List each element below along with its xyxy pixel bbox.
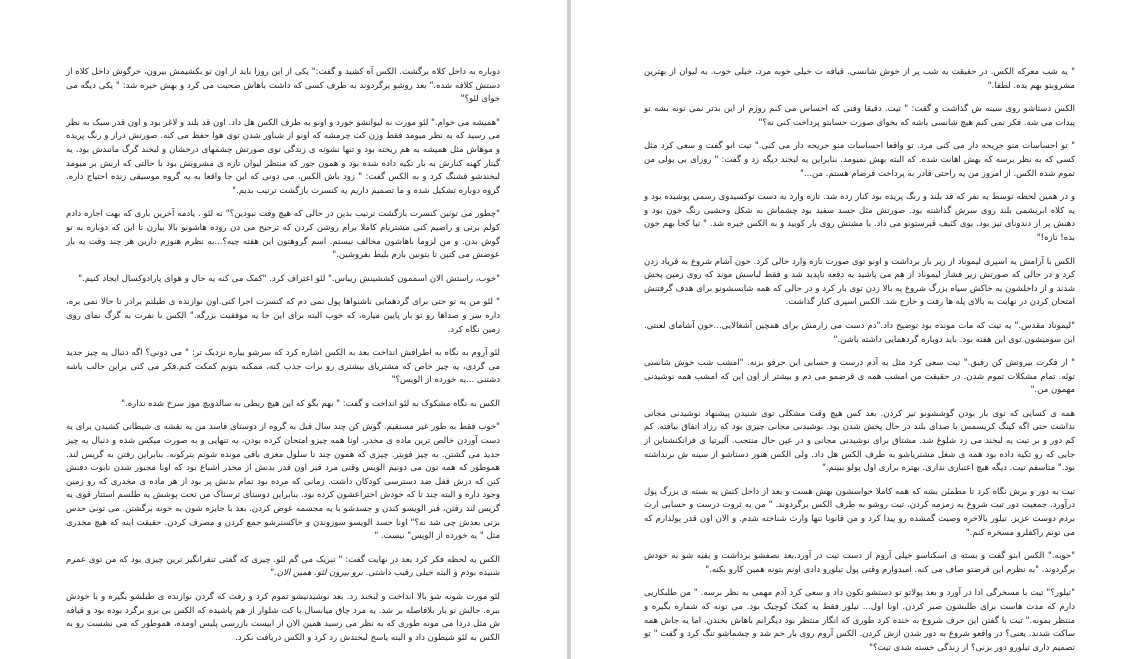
paragraph: "همیشه می خوام." لئو مورت نه لیوانشو خورد و اونو به طرف الکس هل داد. اون قد بلند و لاغر بود و اون قدر سبک به نظر می رسید که به نظر میومد فقط وزن کت چرمشه که اونو از شناور شدن توی هوا حفظ می کنه. صورتش دراز و رنگ پریده و موهاش مثل همیشه به هم ریخته بود و تنها نشونه ی زندگی توی صورتش چشمهای درخشان و لبخند گرگ مانندش بود. یه گیتار کهنه کنارش به بار تکیه داده شده بود و همون جور که منتظر لیوان تازه ی مشروبش بود با حالتی که ارنش بر میومد لبخندشو قشنگ کرد و به الکس گفت: " زود باش الکس، می دونی که این جا واقعا به یه گروه موسیقی زنده احتیاج داره. گروه دوباره تشکیل شده و ما تصمیم داریم یه کنسرت بازگشت ترتیب بدیم." [66,117,500,196]
left-page [0,0,567,659]
paragraph: " از فکرت بیرونش کن رفیق." تیت سعی کرد مثل به آدم درست و حسابی این حرفو بزنه. "امشب شب خوش شانسی توئه. تمام مشکلات تموم شدن. در حقیقت من امشب همه ی قرضمو می دم و بیشتر از اون این که امشب همه نوشیدنی مهمون من." [644,358,1075,396]
paragraph: " لئو من یه تو حتی برای گردهمایی ناشنواها پول نمی دم که کنسرت اجرا کنی.اون نوازنده ی طبلتم برادر تا حالا نمی بره، داره سر و صداها رو تو بار پایین میاره، که خوب البته برای این جا یه موفقیت بزرگه." الکس با نفرت به گرگ نمای روی زمین نگاه کرد. [66,297,500,335]
paragraph: لئو آروم به نگاه به اطرافش انداخت بعد به الکس اشاره کرد که سرشو بیاره نزدیک تر: " می دونی؟ اگه دنبال یه چیز جدید می گردی، یه چیز خاص که مشتریای بیشتری رو برات جذب کنه، ممکنه بتونم کمکت کنم.فکر می کنی براین جالب باشه دشتنی ...یه خورده از الویس؟" [66,348,500,386]
paragraph: الکس به نگاه مشکوک به لئو انداخت و گفت: " بهم بگو که این هیچ ربطی به سالدویچ موز سرخ شده نداره." [121,398,500,409]
paragraph: "لیموناد مقدس." یه تیت که مات مونده بود توضیح داد."دم دست می زارمش برای همچین آشغالایی...خون آشامای لعنتی. این سومیشون توی این هفته بود. باید دوباره گردهمایی داشته باشن." [644,320,1075,345]
paragraph: همه ی کسایی که توی بار بودن گوششونو تیز کردن. بعد کس هیچ وقت مشکلی توی شنیدن پیشنهاد نوشیدنی مجانی نداشت حتی اگه کینگ کریسمس با صدای بلند در حال پخش شدن بود. نوشیدنی مجانی چیزی بود که رزاد اتفاق بیافته. کم کم دور و بر تیت یه لبخند می زد شلوغ شد. مشتاق برای نوشیدنی مجانی و در عین حال منتجب. آلبرتیا ی فرانکنشتاین از جایی که رو تکیه داده بود همه ی شغل مشتریاشو به طرف الکس هل داد. ولی الکس هنوز دستاشو از سینه ش برنداشته بود." متاسفم تیت. دیگه هیچ اعتباری نداری. بهتره براری اول پولو ببینم." [644,408,1075,474]
paragraph: تیت به دور و برش نگاه کرد تا مطمئن بشه که همه کاملا حواسشون بهش هست و بعد از داخل کتش یه بسته ی بزرگ پول درآورد. جمعیت دور تیت شروع به زمزمه کردن. تیت روشو به طرف الکس برگردوند. " من یه ثروت درست و حسابی ارث بردم دوست عزیز. تیلور بالاخره وصیت گمشده رو پیدا کرد و من قانونا تنها وارث شناخته شدم. و الان اون قدر پولدارم که می تونم راکفلرو مسخره کنم." [644,486,1075,538]
paragraph: الکس یه لحظه فکر کرد بعد در نهایت گفت: " تبریک می گم لئو. چیزی که گفتی تنفرانگیز ترین چیزی بود که من توی عمرم شنیده بودم و البته خیلی رقیب داشتی. برو بیرون لئو. همین الان." [66,554,500,579]
right-page-text-column [644,66,1075,659]
paragraph: "خوب فقط به طور غیر مستقیم. گوش کن چند سال قبل به گروه از دوستای فاسد من یه نقشه ی شیطانی کشیدن برای یه دست آوردن خالص ترین ماده ی مخدر. اونا همه چیزو امتحان کرده بودن، یه تنهایی و به صورت میکس شده و دنبال یه چیز جدید می گشتن. یه چیز فوبتر. چیزی که همون چند تا سلول مغزی باقی مونده شونم بترکونه. بنابراین رفتن به گریس لند. هموطور که همه تون می دونیم الویس وقتی مرد قبر اون قدر بدنش از مخدر اشباع بود که اونا مجبور شدن تابوت دفنش کنن که درش قفل ضد دسترسی کودکان داشت. زمانی که مرده بود تمام بدنش پر بود از هر ماده ی مخدری که رو زمین وجود داره و البته چند تا که خودش اختراعشون کرده بود. بنابراین دوستای ترسناک من تحت پوشش یه طلسم استتار قوی یه گریس لند رفتن، قبر الویسو کندن و جسدشو با یه مجسمه عوض کردن. بعد با جایزه شون به خونه برگشتن. می تونی حدس بزنی بعدش چی شد نه؟" اونا جسد الویسو سوزوندن و خاکسترشو جمع کردن و مصرف کردن. حقیقت اینه که هیچ مخدری مثل " یه خورده از الویس" نیست. " [66,422,500,542]
right-page [571,0,1142,659]
paragraph: "تیلور؟" تیت با مسخرگی ادا در آورد و بعد پولاتو تو دستشو تکون داد و سعی کرد آدم مهمی به نظر برسه. " من طلبکاریی دارم که مدت هاست برای طلبشون صبر کردن. اونا اول... تیلور فقط یه کمک کوچیک بود. می تونه که شماره بگیره و منتظر بمونه." تیت با گفتن این حرف شروع به خنده کرد طوری که انگار منتظر بود دیگرانم باهاش بخندن. اما یه جاش همه ساکت شدند. یعنی؟ در واقعو شروع به دور شدن ازش کردن. الکس آروم روی بار خم شد و چشماشو تنگ کرد و گفت " تو تصمیم داری تیلورو دور بزنی؟ از زندگی خسته شدی تیت؟" [644,588,1075,653]
paragraph: الکس دستاشو روی سینه ش گذاشت و گفت: " تیت. دقیقا وقتی که احساس می کنم روزم از این بدتر نمی تونه بشه تو پیدات می شه. فکر نمی کنم هیچ شانسی باشه که بخوای صورت حسابتو پرداخت کنی نه؟" [644,104,1075,128]
paragraph: لئو مورت شونه شو بالا انداخت و لبخند زد. بعد نوشیدنیشو تموم کرد و رفت که گردن نوازنده ی طبلشو بگیره و با خودش ببره. حالش تو بار بلافاصله بر شد. یه مرد چاق میانسال با کت شلوار از هم پاشیده که الکس بی برو برگرد بوده بود و قیافه ش مثل دردا می مونه طوری که به نظر می رسید همین الان از ابیست بازرسی پلیس اومده، هموطور که می نشست رو به الکس به لئو شیطون داد و البته یاسخ لبخندش رد کرد و الکس دریافت نکرد. [66,592,500,643]
paragraph: "حوبه." الکس ابنو گفت و بسته ی اسکناسو خیلی آروم از دست تیت در آورد.بعد نصفشو برداشت و بقیه شو به خودش برگردوند. "به نظرم این قرضتو صاف می کنه. امیدوارم وقتی پول تیلورو دادی اونم بتونه همین کارو بکنه." [644,551,1075,575]
paragraph: "چطور می تونین کنسرت بازگشت ترتیب بدین در حالی که هیچ وقت نبودین؟" نه لئو . یادمه آخرین باری که بهت اجازه دادم کولم برنی و راضیم کنی مشتریام کاملا برام روشن کردن که ترجیح می دن روده هاشونو بالا بیارن تا این که دوباره به تو گوش بدن. و من لزوما باهاشون مخالف نیستم. اسم گروهتون این هفته چیه؟...به نظرم هنوزم دارین هر چند وقت یه بار عوضش می کنین تا بتونین بازم بلیط بفروشین." [66,209,500,261]
paragraph: و در همین لحظه توسط یه نفر که قد بلند و رنگ پریده بود کنار زده شد. تازه وارد یه دست توکسیدوی رسمی پوشیده بود و یه کلاه ابریشمی بلند روی سرش گذاشته بود. صورتش مثل جسد سفید بود چشماش به شکل وحشیی رنگ خون بود و دهنش پر از دندونای تیز بود. یوی کثیف قبرستونو می داد. با مشتش روی بار کوبید و به الکس خیره شد. " تیا کجا بهم خون بده! تازه!" [644,192,1075,243]
left-page-text-column [66,66,500,655]
paragraph: دوباره به داخل کلاه برگشت. الکس آه کشید و گفت:" یکی از این روزا باید از اون تو بکشیمش بیرون، خرگوش داخل کلاه از دستش کلافه شده." بعد روشو برگردوند به طرف کسی که داشت باهاش صحبت می کرد و بهش خیره شد: " یکی دیگه می خوای لئو؟" [66,67,500,105]
paragraph: الکس با آرامش یه اسپری لیموناد از زیر بار برداشت و اونو توی صورت تازه وارد خالی کرد. خون آشام شروع به فریاد زدن کرد و در حالی که صورتش زیر فشار لیموناد از هم می پاشید به دفعه ناپدید شد و فقط لباسش موند که روی زمین پخش شدند و از داخلشون یه خاکش سیاه بزرگ شروع یه بالا زدن توی بار کرد و در حالی که همه شانسشونو برای هدف گرفتنش امتحان کردن در نهایت به بالای پله ها رفت و خارج شد. الکس اسپری کنار گذاشت. [644,256,1075,308]
paragraph: "خوب، راستش الان اسممون کششینش ریباس." لئو اعتراف کرد. "کمک می کنه یه حال و هوای پارادوکسال ایجاد کنیم." [78,273,500,284]
paragraph: " تو احساسات منو جریحه دار می کنی مرد. تو واقعا احساسات منو جریحه دار می کنی." تیت ابو گفت و سعی کرد مثل کسی که به نظر برسه که بهش اهانت شده. که البته بهش نمیومد. بنابراین یه لبخند دیگه زد و گفت: " روزای بی پولی من تموم شده الکس. از امروز من یه راحتی قادر به پرداخت قرضام هستم. من..." [644,141,1075,179]
paragraph: " یه شب معرکه الکس. در حقیقت یه شب پر از خوش شانسی. قیافه ت خیلی خوبه مرد، خیلی خوب. یه لیوان از بهترین مشروبتو بهم بده. لطفا." [644,67,1075,91]
